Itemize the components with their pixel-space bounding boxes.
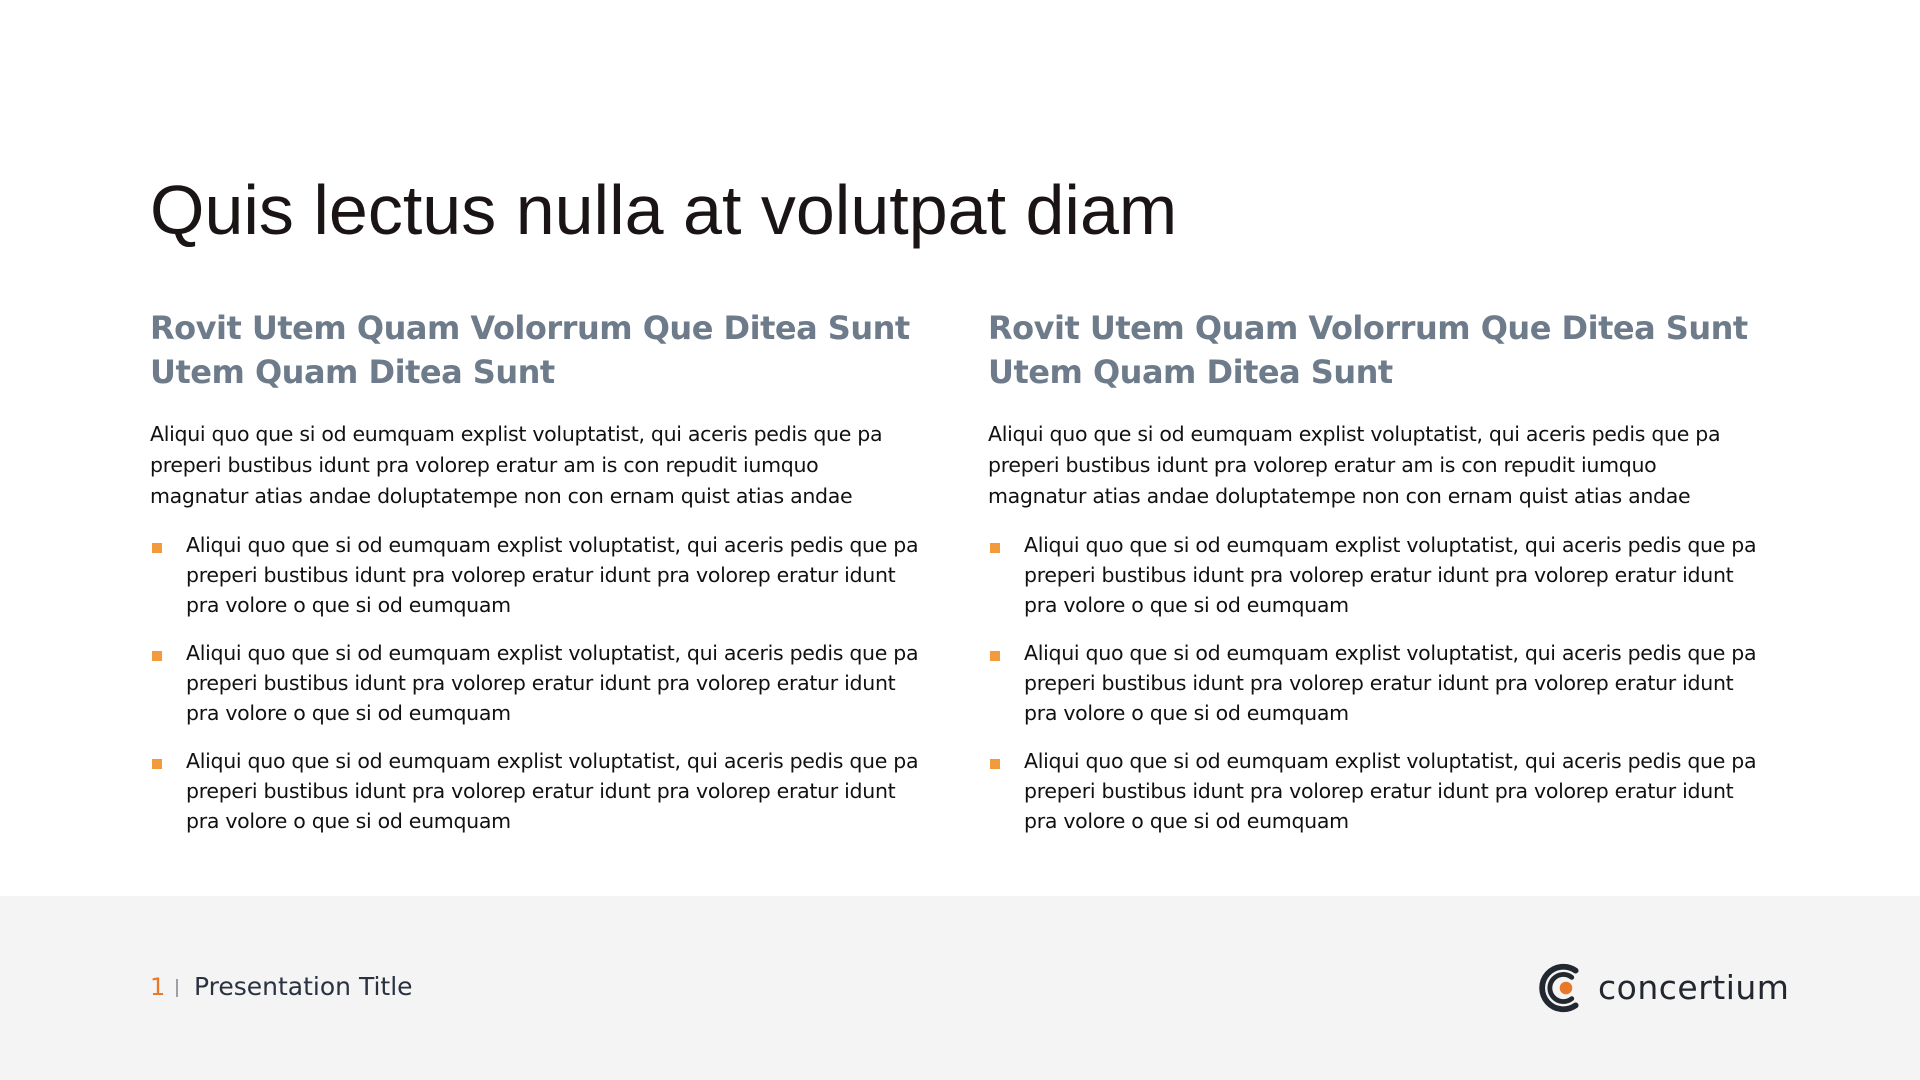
bullet-item — [150, 638, 930, 728]
bullet-text: Aliqui quo que si od eumquam explist voluptatist, qui aceris pedis que pa preperi bustibus idunt pra volorep eratur idunt pra volorep eratur idunt pra volore o que si od eumquam — [186, 749, 919, 833]
square-bullet-icon — [152, 543, 162, 553]
logo-wordmark: concertium — [1598, 968, 1790, 1007]
column-heading: Rovit Utem Quam Volorrum Que Ditea Sunt Utem Quam Ditea Sunt — [988, 309, 1748, 391]
square-bullet-icon — [152, 759, 162, 769]
column-intro: Aliqui quo que si od eumquam explist voluptatist, qui aceris pedis que pa preperi bustibus idunt pra volorep eratur am is con repudit iumquo magnatur atias andae doluptatempe non con ernam quist atias andae — [150, 422, 883, 508]
bullet-list — [988, 530, 1768, 836]
right-column — [988, 306, 1768, 854]
bullet-item — [150, 746, 930, 836]
concertium-logo-icon — [1536, 959, 1594, 1017]
column-heading: Rovit Utem Quam Volorrum Que Ditea Sunt Utem Quam Ditea Sunt — [150, 309, 910, 391]
concertium-logo — [1536, 957, 1789, 1019]
footer-divider — [176, 979, 178, 997]
bullet-item — [988, 746, 1768, 836]
bullet-item — [150, 530, 930, 620]
square-bullet-icon — [990, 543, 1000, 553]
presentation-title: Presentation Title — [194, 972, 413, 1001]
bullet-item — [988, 530, 1768, 620]
bullet-text: Aliqui quo que si od eumquam explist voluptatist, qui aceris pedis que pa preperi bustibus idunt pra volorep eratur idunt pra volorep eratur idunt pra volore o que si od eumquam — [1024, 641, 1757, 725]
left-column — [150, 306, 930, 854]
square-bullet-icon — [152, 651, 162, 661]
square-bullet-icon — [990, 759, 1000, 769]
page-number: 1 — [150, 973, 166, 1001]
column-intro: Aliqui quo que si od eumquam explist voluptatist, qui aceris pedis que pa preperi bustibus idunt pra volorep eratur am is con repudit iumquo magnatur atias andae doluptatempe non con ernam quist atias andae — [988, 422, 1721, 508]
square-bullet-icon — [990, 651, 1000, 661]
bullet-text: Aliqui quo que si od eumquam explist voluptatist, qui aceris pedis que pa preperi bustibus idunt pra volorep eratur idunt pra volorep eratur idunt pra volore o que si od eumquam — [1024, 749, 1757, 833]
bullet-text: Aliqui quo que si od eumquam explist voluptatist, qui aceris pedis que pa preperi bustibus idunt pra volorep eratur idunt pra volorep eratur idunt pra volore o que si od eumquam — [186, 533, 919, 617]
bullet-item — [988, 638, 1768, 728]
slide-title: Quis lectus nulla at volutpat diam — [150, 171, 1178, 249]
bullet-list — [150, 530, 930, 836]
bullet-text: Aliqui quo que si od eumquam explist voluptatist, qui aceris pedis que pa preperi bustibus idunt pra volorep eratur idunt pra volorep eratur idunt pra volore o que si od eumquam — [186, 641, 919, 725]
bullet-text: Aliqui quo que si od eumquam explist voluptatist, qui aceris pedis que pa preperi bustibus idunt pra volorep eratur idunt pra volorep eratur idunt pra volore o que si od eumquam — [1024, 533, 1757, 617]
